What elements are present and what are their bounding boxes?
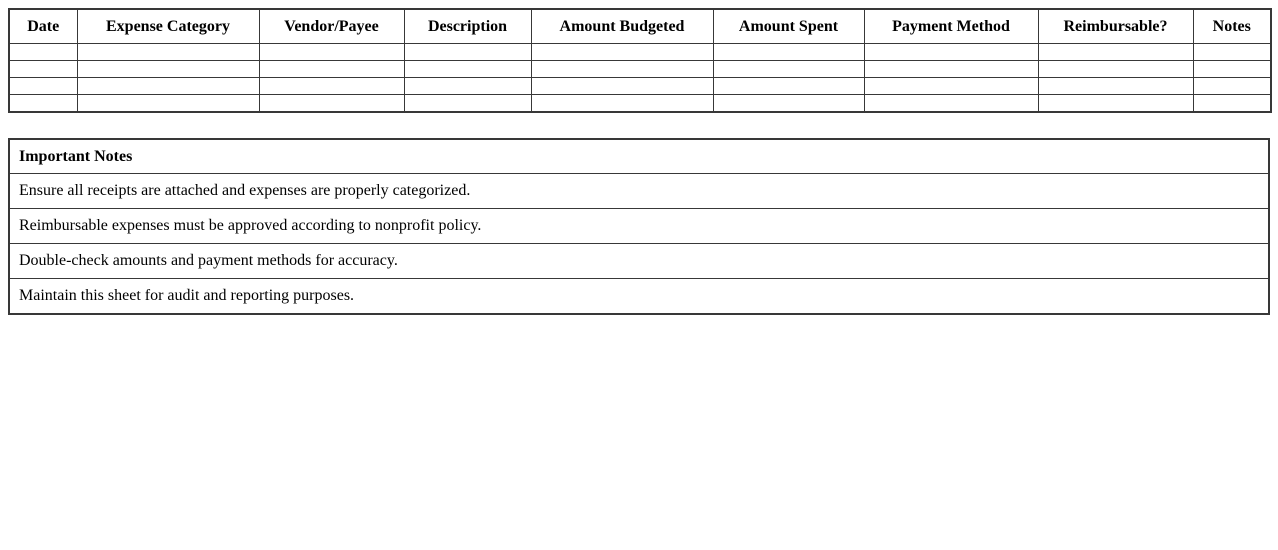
- empty-cell-amount-budgeted: [531, 44, 713, 61]
- empty-cell-description: [404, 95, 531, 113]
- empty-cell-date: [9, 44, 77, 61]
- empty-cell-amount-budgeted: [531, 78, 713, 95]
- empty-cell-amount-spent: [713, 78, 864, 95]
- empty-cell-date: [9, 95, 77, 113]
- empty-cell-notes: [1193, 78, 1271, 95]
- empty-cell-payment-method: [864, 95, 1038, 113]
- note-row: [9, 244, 1269, 279]
- column-header-date: Date: [9, 9, 77, 44]
- column-header-payment-method: Payment Method: [864, 9, 1038, 44]
- empty-cell-reimbursable: [1038, 61, 1193, 78]
- expense-table: [8, 8, 1272, 113]
- empty-cell-notes: [1193, 44, 1271, 61]
- empty-cell-vendor-payee: [259, 44, 404, 61]
- column-header-description: Description: [404, 9, 531, 44]
- empty-cell-vendor-payee: [259, 95, 404, 113]
- empty-cell-expense-category: [77, 44, 259, 61]
- important-notes-table: [8, 138, 1270, 315]
- empty-cell-amount-spent: [713, 95, 864, 113]
- expense-empty-row: [9, 44, 1271, 61]
- empty-cell-description: [404, 44, 531, 61]
- note-text: Reimbursable expenses must be approved according to nonprofit policy.: [9, 209, 1269, 244]
- empty-cell-description: [404, 61, 531, 78]
- note-text: Double-check amounts and payment methods for accuracy.: [9, 244, 1269, 279]
- column-header-expense-category: Expense Category: [77, 9, 259, 44]
- expense-empty-row: [9, 61, 1271, 78]
- empty-cell-reimbursable: [1038, 78, 1193, 95]
- empty-cell-notes: [1193, 95, 1271, 113]
- empty-cell-expense-category: [77, 95, 259, 113]
- notes-header-row: [9, 139, 1269, 174]
- note-row: [9, 209, 1269, 244]
- expense-empty-row: [9, 95, 1271, 113]
- empty-cell-vendor-payee: [259, 61, 404, 78]
- empty-cell-date: [9, 61, 77, 78]
- empty-cell-amount-spent: [713, 44, 864, 61]
- empty-cell-payment-method: [864, 44, 1038, 61]
- column-header-amount-spent: Amount Spent: [713, 9, 864, 44]
- empty-cell-amount-budgeted: [531, 95, 713, 113]
- column-header-amount-budgeted: Amount Budgeted: [531, 9, 713, 44]
- empty-cell-reimbursable: [1038, 95, 1193, 113]
- empty-cell-expense-category: [77, 61, 259, 78]
- expense-empty-row: [9, 78, 1271, 95]
- empty-cell-amount-budgeted: [531, 61, 713, 78]
- empty-cell-description: [404, 78, 531, 95]
- note-text: Maintain this sheet for audit and reporting purposes.: [9, 279, 1269, 315]
- note-text: Ensure all receipts are attached and expenses are properly categorized.: [9, 174, 1269, 209]
- empty-cell-payment-method: [864, 61, 1038, 78]
- empty-cell-notes: [1193, 61, 1271, 78]
- notes-table-title: Important Notes: [9, 139, 1269, 174]
- empty-cell-date: [9, 78, 77, 95]
- expense-table-header-row: [9, 9, 1271, 44]
- empty-cell-reimbursable: [1038, 44, 1193, 61]
- column-header-notes: Notes: [1193, 9, 1271, 44]
- empty-cell-amount-spent: [713, 61, 864, 78]
- empty-cell-expense-category: [77, 78, 259, 95]
- note-row: [9, 279, 1269, 315]
- empty-cell-payment-method: [864, 78, 1038, 95]
- note-row: [9, 174, 1269, 209]
- column-header-vendor-payee: Vendor/Payee: [259, 9, 404, 44]
- empty-cell-vendor-payee: [259, 78, 404, 95]
- column-header-reimbursable: Reimbursable?: [1038, 9, 1193, 44]
